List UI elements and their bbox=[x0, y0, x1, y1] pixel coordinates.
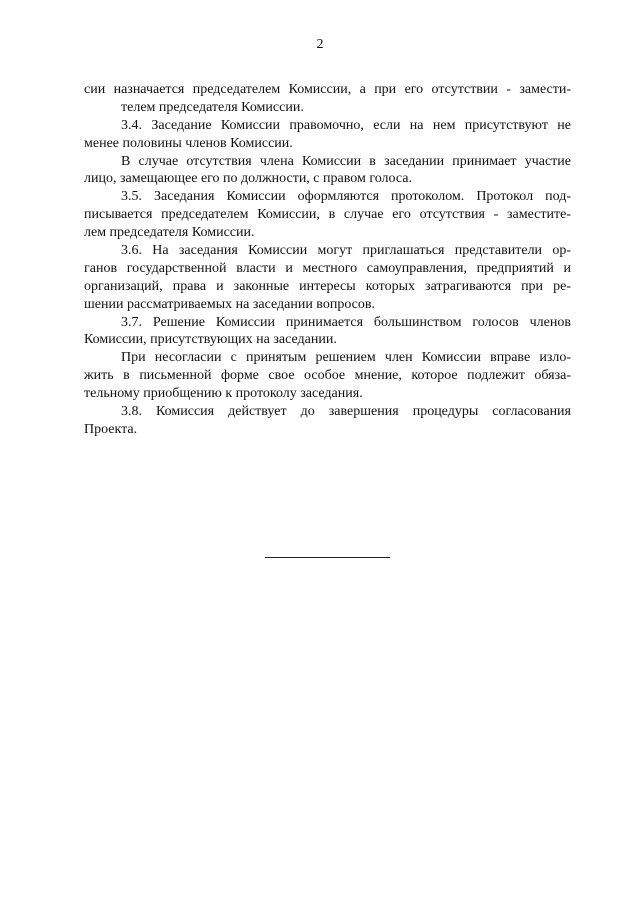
paragraph-member-absence bbox=[84, 153, 571, 189]
text-line: 3.8. Комиссия действует до завершения процедуры согласования bbox=[121, 404, 571, 420]
text-line: Проекта. bbox=[84, 421, 138, 437]
text-line: лицо, замещающее его по должности, с правом голоса. bbox=[84, 171, 412, 187]
text-line: 3.5. Заседания Комиссии оформляются протоколом. Протокол под- bbox=[121, 189, 571, 205]
paragraph-3-4 bbox=[84, 117, 571, 153]
paragraph-3-7 bbox=[84, 314, 571, 350]
end-of-document-rule bbox=[265, 557, 390, 558]
paragraph-3-6 bbox=[84, 242, 571, 314]
text-line: организаций, права и законные интересы которых затрагиваются при ре- bbox=[84, 278, 571, 294]
text-line: шении рассматриваемых на заседании вопросов. bbox=[84, 296, 375, 312]
text-line: Комиссии, присутствующих на заседании. bbox=[84, 332, 337, 348]
text-line: 3.6. На заседания Комиссии могут приглашаться представители ор- bbox=[121, 243, 571, 259]
text-line: жить в письменной форме свое особое мнение, которое подлежит обяза- bbox=[84, 368, 571, 384]
paragraph-3-5 bbox=[84, 188, 571, 242]
document-body bbox=[84, 81, 571, 439]
text-line: телем председателя Комиссии. bbox=[121, 99, 304, 115]
text-line: менее половины членов Комиссии. bbox=[84, 135, 293, 151]
paragraph-dissent bbox=[84, 349, 571, 403]
paragraph-3-8 bbox=[84, 403, 571, 439]
text-line: 3.7. Решение Комиссии принимается большинством голосов членов bbox=[121, 314, 571, 330]
paragraph-continuation bbox=[84, 81, 571, 117]
page-number: 2 bbox=[316, 37, 324, 52]
text-line: При несогласии с принятым решением член Комиссии вправе изло- bbox=[121, 350, 571, 366]
text-line: тельному приобщению к протоколу заседания. bbox=[84, 386, 363, 402]
text-line: В случае отсутствия члена Комиссии в заседании принимает участие bbox=[121, 153, 571, 169]
text-line: сии назначается председателем Комиссии, а при его отсутствии - замести- bbox=[84, 82, 571, 97]
text-line: ганов государственной власти и местного самоуправления, предприятий и bbox=[84, 260, 571, 276]
text-line: 3.4. Заседание Комиссии правомочно, если на нем присутствуют не bbox=[121, 117, 571, 133]
text-line: писывается председателем Комиссии, в случае его отсутствия - заместите- bbox=[84, 207, 571, 223]
text-line: лем председателя Комиссии. bbox=[84, 225, 255, 241]
